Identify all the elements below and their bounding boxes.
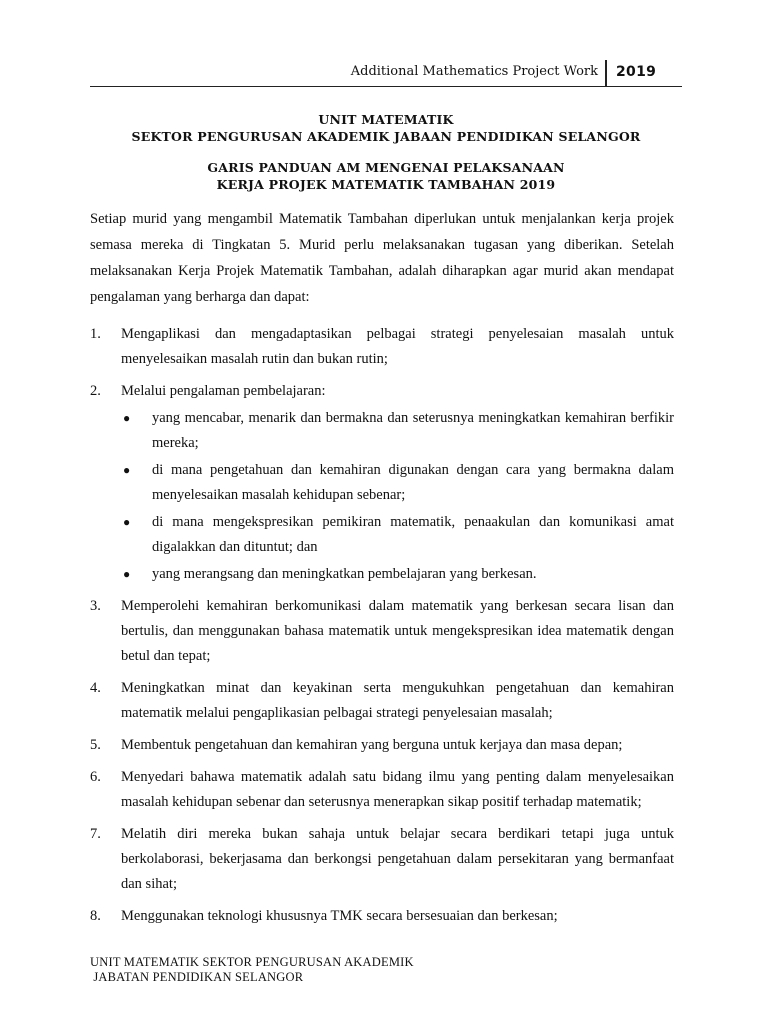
list-item — [90, 379, 674, 587]
bullet-text: di mana mengekspresikan pemikiran matematik, penaakulan dan komunikasi amat digalakkan dan dituntut; dan — [152, 514, 674, 555]
list-item-number: 4. — [90, 680, 101, 696]
org-heading-line-1: UNIT MATEMATIK — [318, 112, 454, 127]
document-title-line-2: KERJA PROJEK MATEMATIK TAMBAHAN 2019 — [216, 177, 556, 192]
bullet-list — [121, 406, 674, 587]
bullet-icon: ● — [123, 515, 131, 529]
list-item-text: Menggunakan teknologi khususnya TMK secara bersesuaian dan berkesan; — [121, 908, 558, 924]
footer-line-1: UNIT MATEMATIK SEKTOR PENGURUSAN AKADEMIK — [90, 955, 414, 969]
header-year: 2019 — [616, 64, 657, 80]
objectives-list — [90, 322, 674, 936]
list-item-text: Meningkatkan minat dan keyakinan serta mengukuhkan pengetahuan dan kemahiran matematik melalui pengaplikasian pelbagai strategi penyelesaian masalah; — [121, 680, 674, 721]
list-item-text: Mengaplikasi dan mengadaptasikan pelbagai strategi penyelesaian masalah untuk menyelesaikan masalah rutin dan bukan rutin; — [121, 326, 674, 367]
bullet-item — [121, 510, 674, 560]
header-divider — [605, 60, 607, 86]
list-item-number: 6. — [90, 769, 101, 785]
page-header — [90, 60, 682, 88]
page-footer — [90, 955, 414, 985]
list-item — [90, 765, 674, 815]
list-item-text: Membentuk pengetahuan dan kemahiran yang berguna untuk kerjaya dan masa depan; — [121, 737, 623, 753]
list-item-number: 3. — [90, 598, 101, 614]
list-item-number: 1. — [90, 326, 101, 342]
list-item — [90, 822, 674, 897]
bullet-icon: ● — [123, 463, 131, 477]
list-item — [90, 733, 674, 758]
document-title — [90, 159, 682, 193]
list-item — [90, 594, 674, 669]
org-heading — [90, 111, 682, 145]
bullet-icon: ● — [123, 411, 131, 425]
list-item-number: 8. — [90, 908, 101, 924]
header-title: Additional Mathematics Project Work — [350, 64, 598, 79]
list-item-text: Memperolehi kemahiran berkomunikasi dalam matematik yang berkesan secara lisan dan bertulis, dan menggunakan bahasa matematik untuk mengekspresikan idea matematik dengan betul dan tepat; — [121, 598, 674, 664]
org-heading-line-2: SEKTOR PENGURUSAN AKADEMIK JABAAN PENDIDIKAN SELANGOR — [131, 129, 641, 144]
header-rule — [90, 86, 682, 87]
list-item-text: Menyedari bahawa matematik adalah satu bidang ilmu yang penting dalam menyelesaikan masalah kehidupan sebenar dan seterusnya menerapkan sikap positif terhadap matematik; — [121, 769, 674, 810]
list-item-text: Melatih diri mereka bukan sahaja untuk belajar secara berdikari tetapi juga untuk berkolaborasi, bekerjasama dan berkongsi pengetahuan dalam persekitaran yang bermanfaat dan sihat; — [121, 826, 674, 892]
bullet-item — [121, 406, 674, 456]
bullet-text: yang merangsang dan meningkatkan pembelajaran yang berkesan. — [152, 566, 537, 582]
list-item — [90, 904, 674, 929]
footer-line-2: JABATAN PENDIDIKAN SELANGOR — [90, 970, 304, 984]
list-item — [90, 322, 674, 372]
list-item-text: Melalui pengalaman pembelajaran: — [121, 383, 326, 399]
bullet-text: yang mencabar, menarik dan bermakna dan seterusnya meningkatkan kemahiran berfikir mereka; — [152, 410, 674, 451]
list-item-number: 7. — [90, 826, 101, 842]
intro-paragraph: Setiap murid yang mengambil Matematik Tambahan diperlukan untuk menjalankan kerja projek semasa mereka di Tingkatan 5. Murid perlu melaksanakan tugasan yang diberikan. Setelah melaksanakan Kerja Projek Matematik Tambahan, adalah diharapkan agar murid akan mendapat pengalaman yang berharga dan dapat: — [90, 211, 674, 305]
bullet-item — [121, 562, 674, 587]
list-item-number: 5. — [90, 737, 101, 753]
bullet-item — [121, 458, 674, 508]
bullet-text: di mana pengetahuan dan kemahiran digunakan dengan cara yang bermakna dalam menyelesaikan masalah kehidupan sebenar; — [152, 462, 674, 503]
list-item — [90, 676, 674, 726]
bullet-icon: ● — [123, 567, 131, 581]
document-title-line-1: GARIS PANDUAN AM MENGENAI PELAKSANAAN — [207, 160, 565, 175]
list-item-number: 2. — [90, 383, 101, 399]
